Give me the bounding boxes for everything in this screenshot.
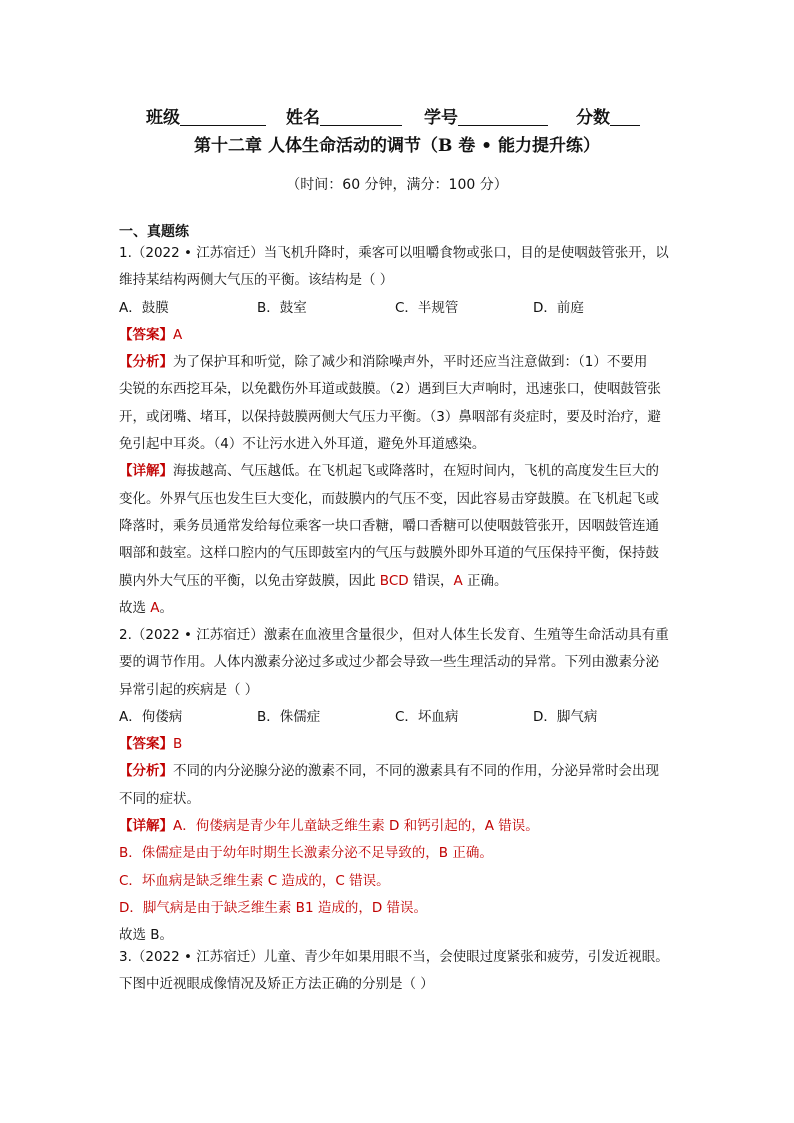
option-a[interactable]: A．鼓膜: [119, 299, 169, 316]
detail-text-part: 错误，: [408, 572, 454, 589]
conclusion-line: [119, 595, 681, 622]
question-2: [119, 622, 681, 950]
conclusion-text: 。: [159, 599, 174, 616]
analysis-tag: 【分析】: [119, 763, 173, 780]
question-text: 2.（2022 • 江苏宿迁）激素在血液里含量很少，但对人体生长发育、生殖等生命活动具有重: [119, 627, 669, 643]
page-subtitle: （时间：60 分钟，满分：100 分）: [286, 177, 508, 193]
analysis-text: 不同的症状。: [119, 790, 200, 807]
option-d[interactable]: D．脚气病: [533, 708, 598, 725]
student-info-line: [146, 103, 640, 128]
name-blank[interactable]: [320, 107, 402, 126]
detail-text: D．脚气病是由于缺乏维生素 B1 造成的，D 错误。: [119, 899, 428, 916]
option-c[interactable]: C．坏血病: [395, 708, 459, 725]
question-text: 维持某结构两侧大气压的平衡。该结构是（ ）: [119, 272, 394, 289]
conclusion-text: 故选: [119, 599, 151, 616]
answer-line: [119, 322, 681, 349]
detail-text: [119, 568, 681, 595]
score-blank[interactable]: [610, 107, 640, 126]
analysis-text: 开，或闭嘴、堵耳，以保持鼓膜两侧大气压力平衡。（3）鼻咽部有炎症时，要及时治疗，避: [119, 408, 661, 425]
answer-tag: 【答案】: [119, 326, 173, 343]
analysis-line: [119, 349, 681, 376]
question-text: 要的调节作用。人体内激素分泌过多或过少都会导致一些生理活动的异常。下列由激素分泌: [119, 654, 659, 671]
detail-text: B．侏儒症是由于幼年时期生长激素分泌不足导致的，B 正确。: [119, 845, 493, 862]
analysis-text: 不同的内分泌腺分泌的激素不同，不同的激素具有不同的作用，分泌异常时会出现: [173, 763, 659, 780]
detail-red-text: A: [453, 572, 463, 589]
analysis-line: [119, 758, 681, 785]
detail-text-part: 正确。: [462, 572, 508, 589]
detail-text: A．佝偻病是青少年儿童缺乏维生素 D 和钙引起的，A 错误。: [173, 818, 539, 835]
conclusion-line: 故选 B。: [119, 927, 174, 944]
question-options: [119, 295, 681, 322]
detail-text: 变化。外界气压也发生巨大变化，而鼓膜内的气压不变，因此容易击穿鼓膜。在飞机起飞或: [119, 490, 659, 507]
id-label: 学号: [424, 108, 458, 128]
class-blank[interactable]: [180, 107, 266, 126]
detail-text: 咽部和鼓室。这样口腔内的气压即鼓室内的气压与鼓膜外即外耳道的气压保持平衡，保持鼓: [119, 545, 659, 562]
option-d[interactable]: D．前庭: [533, 299, 584, 316]
section-title: 一、真题练: [119, 224, 189, 240]
detail-line: [119, 458, 681, 485]
detail-text: C．坏血病是缺乏维生素 C 造成的，C 错误。: [119, 872, 390, 889]
detail-line: [119, 813, 681, 840]
question-text: 1.（2022 • 江苏宿迁）当飞机升降时，乘客可以咀嚼食物或张口，目的是使咽鼓管张开，以: [119, 245, 669, 261]
analysis-text: 免引起中耳炎。（4）不让污水进入外耳道，避免外耳道感染。: [119, 436, 486, 453]
answer-line: [119, 731, 681, 758]
page-title: 第十二章 人体生命活动的调节（B 卷 • 能力提升练）: [194, 136, 600, 156]
analysis-tag: 【分析】: [119, 354, 173, 371]
detail-red-text: BCD: [379, 572, 409, 589]
analysis-text: 为了保护耳和听觉，除了减少和消除噪声外，平时还应当注意做到：（1）不要用: [173, 354, 648, 371]
analysis-text: 尖锐的东西挖耳朵，以免戳伤外耳道或鼓膜。（2）遇到巨大声响时，迅速张口，使咽鼓管张: [119, 381, 661, 398]
detail-tag: 【详解】: [119, 463, 173, 480]
option-c[interactable]: C．半规管: [395, 299, 459, 316]
detail-text: 降落时，乘务员通常发给每位乘客一块口香糖，嚼口香糖可以使咽鼓管张开，因咽鼓管连通: [119, 517, 659, 534]
name-label: 姓名: [286, 108, 320, 128]
detail-tag: 【详解】: [119, 818, 173, 835]
detail-text-part: 膜内外大气压的平衡，以免击穿鼓膜，因此: [119, 572, 380, 589]
class-label: 班级: [146, 108, 180, 128]
question-text: 3.（2022 • 江苏宿迁）儿童、青少年如果用眼不当，会使眼过度紧张和疲劳，引发近视眼。: [119, 949, 669, 965]
question-text: 异常引起的疾病是（ ）: [119, 681, 259, 698]
answer-value: A: [173, 326, 183, 343]
question-1: [119, 240, 681, 622]
score-label: 分数: [576, 108, 610, 128]
conclusion-value: A: [150, 599, 160, 616]
question-3: [119, 944, 681, 999]
question-options: [119, 704, 681, 731]
option-b[interactable]: B．鼓室: [257, 299, 307, 316]
option-a[interactable]: A．佝偻病: [119, 708, 183, 725]
option-b[interactable]: B．侏儒症: [257, 708, 321, 725]
answer-value: B: [173, 736, 183, 753]
question-text: 下图中近视眼成像情况及矫正方法正确的分别是（ ）: [119, 976, 434, 993]
answer-tag: 【答案】: [119, 736, 173, 753]
detail-text: 海拔越高、气压越低。在飞机起飞或降落时，在短时间内，飞机的高度发生巨大的: [173, 463, 659, 480]
id-blank[interactable]: [458, 107, 548, 126]
